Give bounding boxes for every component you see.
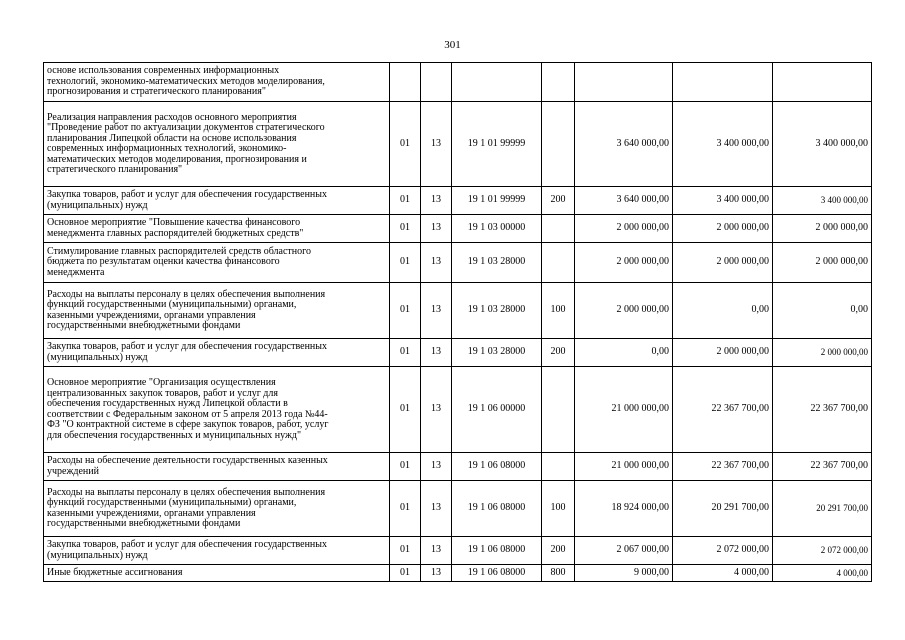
expense-name: Реализация направления расходов основного мероприятия "Проведение работ по актуализации документов стратегического планирования Липецкой области на основе использования современных информационных технологий, экономико- математических методов моделирования, прогнозирования и стратегического планирования"	[44, 102, 390, 187]
expense-name: Основное мероприятие "Повышение качества финансового менеджмента главных распорядителей бюджетных средств"	[44, 215, 390, 243]
budget-table	[43, 62, 872, 582]
target-article-code: 19 1 03 00000	[452, 215, 542, 243]
table-row	[44, 565, 872, 582]
table-row	[44, 367, 872, 453]
amount-year-2: 22 367 700,00	[673, 453, 773, 481]
target-article-code: 19 1 01 99999	[452, 102, 542, 187]
expense-type-code	[542, 102, 575, 187]
subsection-code: 13	[421, 339, 452, 367]
subsection-code: 13	[421, 187, 452, 215]
amount-year-3: 2 072 000,00	[773, 537, 872, 565]
subsection-code: 13	[421, 215, 452, 243]
table-row	[44, 102, 872, 187]
amount-year-2: 22 367 700,00	[673, 367, 773, 453]
table-row	[44, 339, 872, 367]
amount-year-2: 20 291 700,00	[673, 481, 773, 537]
table-row	[44, 63, 872, 102]
table-row	[44, 481, 872, 537]
expense-name: основе использования современных информационных технологий, экономико-математических методов моделирования, прогнозирования и стратегического планирования"	[44, 63, 390, 102]
section-code: 01	[390, 481, 421, 537]
target-article-code: 19 1 03 28000	[452, 283, 542, 339]
amount-year-3: 0,00	[773, 283, 872, 339]
section-code: 01	[390, 339, 421, 367]
amount-year-3: 22 367 700,00	[773, 453, 872, 481]
amount-year-1: 18 924 000,00	[575, 481, 673, 537]
amount-year-1	[575, 63, 673, 102]
expense-name: Закупка товаров, работ и услуг для обеспечения государственных (муниципальных) нужд	[44, 339, 390, 367]
expense-type-code: 800	[542, 565, 575, 582]
subsection-code: 13	[421, 102, 452, 187]
expense-name: Закупка товаров, работ и услуг для обеспечения государственных (муниципальных) нужд	[44, 537, 390, 565]
amount-year-1: 3 640 000,00	[575, 187, 673, 215]
amount-year-2: 4 000,00	[673, 565, 773, 582]
amount-year-3: 20 291 700,00	[773, 481, 872, 537]
expense-name: Расходы на выплаты персоналу в целях обеспечения выполнения функций государственными (муниципальными) органами, казенными учреждениями, органами управления государственными внебюджетными фондами	[44, 283, 390, 339]
table-row	[44, 283, 872, 339]
amount-year-1: 2 067 000,00	[575, 537, 673, 565]
expense-name: Расходы на выплаты персоналу в целях обеспечения выполнения функций государственными (муниципальными) органами, казенными учреждениями, органами управления государственными внебюджетными фондами	[44, 481, 390, 537]
table-row	[44, 215, 872, 243]
table-row	[44, 187, 872, 215]
expense-type-code: 200	[542, 537, 575, 565]
amount-year-1: 21 000 000,00	[575, 367, 673, 453]
amount-year-2	[673, 63, 773, 102]
expense-name: Закупка товаров, работ и услуг для обеспечения государственных (муниципальных) нужд	[44, 187, 390, 215]
expense-name: Расходы на обеспечение деятельности государственных казенных учреждений	[44, 453, 390, 481]
amount-year-3: 4 000,00	[773, 565, 872, 582]
target-article-code: 19 1 06 08000	[452, 481, 542, 537]
amount-year-3: 2 000 000,00	[773, 339, 872, 367]
target-article-code	[452, 63, 542, 102]
section-code: 01	[390, 537, 421, 565]
expense-type-code: 200	[542, 187, 575, 215]
expense-type-code	[542, 215, 575, 243]
section-code: 01	[390, 187, 421, 215]
section-code: 01	[390, 565, 421, 582]
section-code: 01	[390, 367, 421, 453]
subsection-code: 13	[421, 243, 452, 283]
section-code: 01	[390, 215, 421, 243]
amount-year-1: 2 000 000,00	[575, 283, 673, 339]
subsection-code: 13	[421, 537, 452, 565]
section-code: 01	[390, 453, 421, 481]
target-article-code: 19 1 06 08000	[452, 565, 542, 582]
expense-name: Основное мероприятие "Организация осуществления централизованных закупок товаров, работ и услуг для обеспечения государственных нужд Липецкой области в соответствии с Федеральным законом от 5 апреля 2013 года №44- ФЗ "О контрактной системе в сфере закупок товаров, работ, услуг для обеспечения государственных и муниципальных нужд"	[44, 367, 390, 453]
table-row	[44, 537, 872, 565]
amount-year-3: 2 000 000,00	[773, 215, 872, 243]
expense-name: Стимулирование главных распорядителей средств областного бюджета по результатам оценки качества финансового менеджмента	[44, 243, 390, 283]
expense-type-code: 100	[542, 283, 575, 339]
amount-year-3: 3 400 000,00	[773, 187, 872, 215]
target-article-code: 19 1 06 08000	[452, 453, 542, 481]
expense-type-code	[542, 63, 575, 102]
table-row	[44, 243, 872, 283]
target-article-code: 19 1 03 28000	[452, 243, 542, 283]
expense-type-code	[542, 453, 575, 481]
amount-year-1: 2 000 000,00	[575, 215, 673, 243]
target-article-code: 19 1 06 00000	[452, 367, 542, 453]
target-article-code: 19 1 01 99999	[452, 187, 542, 215]
amount-year-2: 0,00	[673, 283, 773, 339]
amount-year-3: 22 367 700,00	[773, 367, 872, 453]
subsection-code: 13	[421, 283, 452, 339]
amount-year-2: 3 400 000,00	[673, 187, 773, 215]
amount-year-1: 21 000 000,00	[575, 453, 673, 481]
amount-year-2: 2 000 000,00	[673, 243, 773, 283]
table-row	[44, 453, 872, 481]
amount-year-1: 3 640 000,00	[575, 102, 673, 187]
amount-year-1: 0,00	[575, 339, 673, 367]
subsection-code: 13	[421, 367, 452, 453]
amount-year-3: 2 000 000,00	[773, 243, 872, 283]
subsection-code	[421, 63, 452, 102]
expense-type-code	[542, 243, 575, 283]
subsection-code: 13	[421, 481, 452, 537]
subsection-code: 13	[421, 453, 452, 481]
section-code	[390, 63, 421, 102]
section-code: 01	[390, 283, 421, 339]
expense-type-code: 200	[542, 339, 575, 367]
target-article-code: 19 1 03 28000	[452, 339, 542, 367]
expense-type-code: 100	[542, 481, 575, 537]
amount-year-1: 2 000 000,00	[575, 243, 673, 283]
expense-type-code	[542, 367, 575, 453]
amount-year-3: 3 400 000,00	[773, 102, 872, 187]
target-article-code: 19 1 06 08000	[452, 537, 542, 565]
amount-year-1: 9 000,00	[575, 565, 673, 582]
amount-year-3	[773, 63, 872, 102]
section-code: 01	[390, 243, 421, 283]
section-code: 01	[390, 102, 421, 187]
amount-year-2: 2 000 000,00	[673, 339, 773, 367]
page-number: 301	[444, 39, 461, 51]
subsection-code: 13	[421, 565, 452, 582]
amount-year-2: 3 400 000,00	[673, 102, 773, 187]
amount-year-2: 2 072 000,00	[673, 537, 773, 565]
expense-name: Иные бюджетные ассигнования	[44, 565, 390, 582]
amount-year-2: 2 000 000,00	[673, 215, 773, 243]
